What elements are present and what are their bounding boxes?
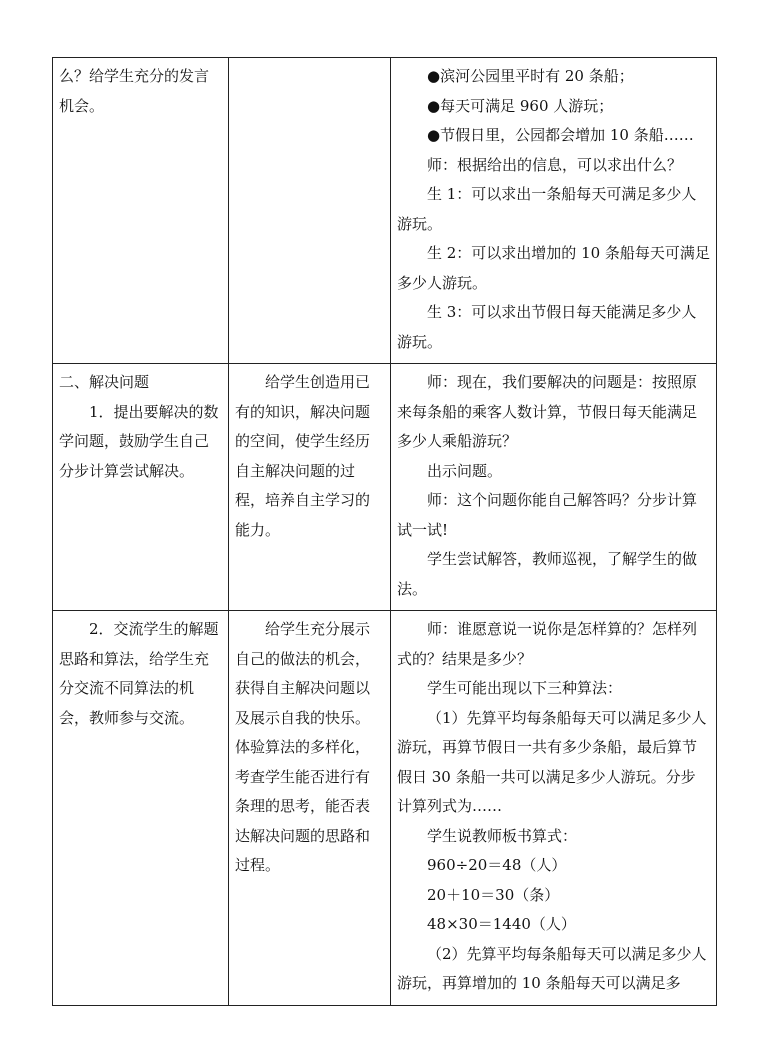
intent-cell [229, 611, 391, 1006]
equation-line: 48×30＝1440（人） [427, 915, 576, 933]
dialogue-line: （2）先算平均每条船每天可以满足多少人游玩，再算增加的 10 条船每天可以满足多 [397, 944, 707, 992]
info-bullet: ●每天可满足 960 人游玩； [427, 96, 614, 115]
dialogue-line: 学生可能出现以下三种算法： [427, 679, 623, 697]
intent-text: 给学生充分展示自己的做法的机会，获得自主解决问题以及展示自我的快乐。体验算法的多样化，考查学生能否进行有条理的思考，能否表达解决问题的思路和过程。 [235, 620, 371, 874]
dialogue-line: 出示问题。 [427, 461, 503, 480]
dialogue-line: 学生尝试解答，教师巡视，了解学生的做法。 [397, 550, 698, 598]
dialogue-line: 师：根据给出的信息，可以求出什么？ [427, 155, 683, 174]
equation-line: 20＋10＝30（条） [427, 885, 560, 904]
dialogue-line: 师：这个问题你能自己解答吗？分步计算试一试! [397, 491, 698, 539]
info-bullet: ●节假日里，公园都会增加 10 条船…… [427, 126, 694, 144]
dialogue-line: 生 2：可以求出增加的 10 条船每天可满足多少人游玩。 [397, 244, 710, 292]
intent-cell [229, 364, 391, 611]
process-cell [53, 58, 229, 364]
dialogue-line: 师：谁愿意说一说你是怎样算的？怎样列式的？结果是多少？ [397, 620, 698, 668]
equation-line: 960÷20＝48（人） [427, 856, 567, 874]
table-row [53, 611, 717, 1006]
info-bullet: ●滨河公园里平时有 20 条船； [427, 67, 634, 85]
dialogue-line: 学生说教师板书算式： [427, 826, 578, 845]
dialogue-line: （1）先算平均每条船每天可以满足多少人游玩，再算节假日一共有多少条船，最后算节假日 30 条船一共可以满足多少人游玩。分步计算列式为…… [397, 708, 707, 815]
table-row [53, 58, 717, 364]
process-text: 么？给学生充分的发言机会。 [59, 67, 210, 115]
table-row [53, 364, 717, 611]
dialogue-line: 师：现在，我们要解决的问题是：按照原来每条船的乘客人数计算，节假日每天能满足多少人乘船游玩？ [397, 373, 698, 450]
process-cell [53, 364, 229, 611]
activity-cell [391, 611, 717, 1006]
intent-cell [229, 58, 391, 364]
dialogue-line: 生 3：可以求出节假日每天能满足多少人游玩。 [397, 303, 697, 351]
section-heading: 二、解决问题 [59, 373, 150, 391]
activity-cell [391, 58, 717, 364]
dialogue-line: 生 1：可以求出一条船每天可满足多少人游玩。 [397, 185, 697, 233]
activity-cell [391, 364, 717, 611]
process-cell [53, 611, 229, 1006]
process-text: 2．交流学生的解题思路和算法，给学生充分交流不同算法的机会，教师参与交流。 [59, 620, 219, 727]
process-text: 1．提出要解决的数学问题，鼓励学生自己分步计算尝试解决。 [59, 402, 219, 480]
intent-text: 给学生创造用已有的知识，解决问题的空间，使学生经历自主解决问题的过程，培养自主学习的能力。 [235, 373, 371, 539]
lesson-plan-table [52, 57, 717, 1006]
